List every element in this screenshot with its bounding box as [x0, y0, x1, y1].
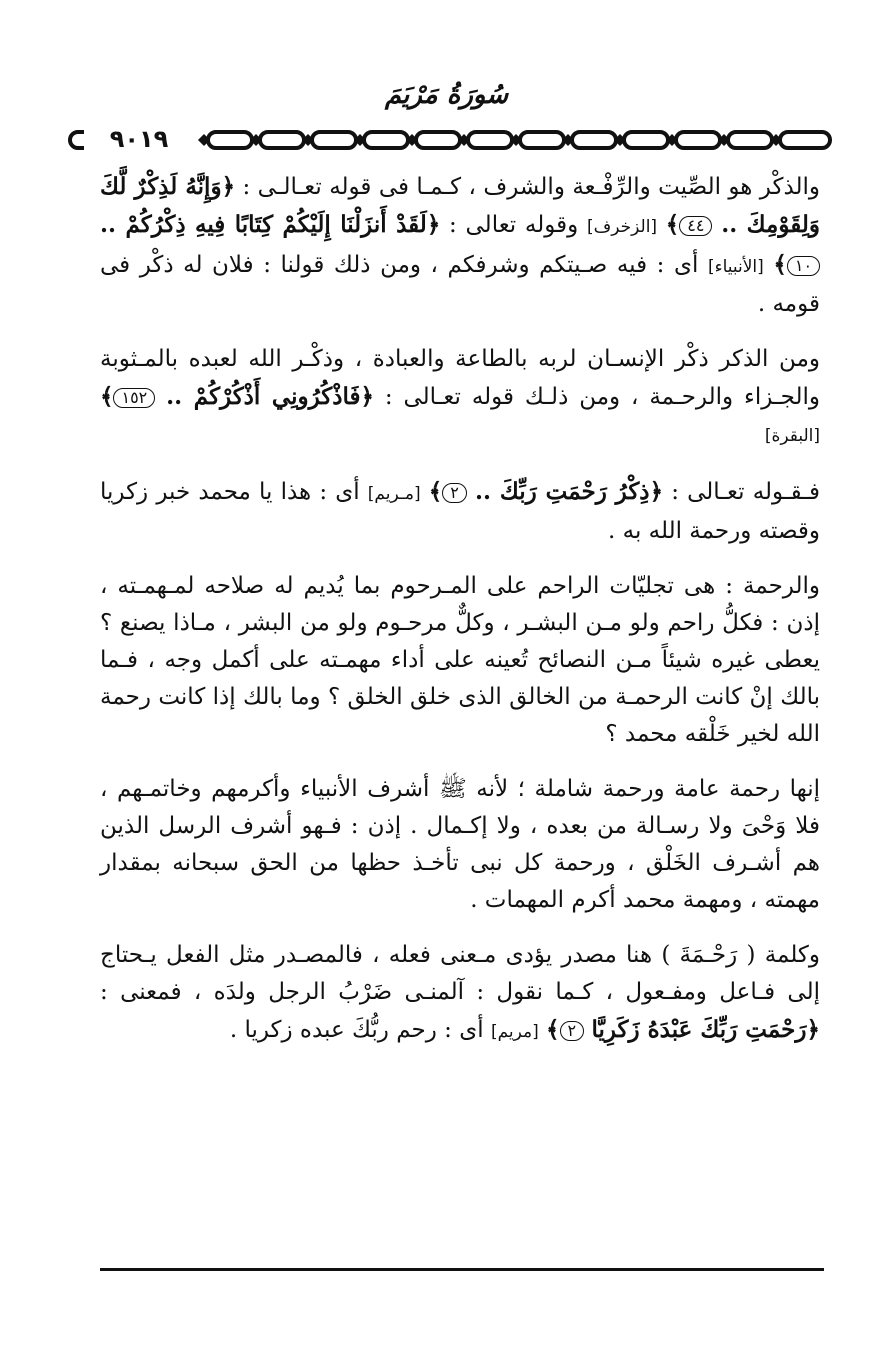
p1-intro: والذكْر هو الصِّيت والرِّفْـعة والشرف ، كـمـا فى قوله تعـالـى : — [242, 174, 821, 200]
bracket-close: ﴾ — [773, 251, 787, 278]
paragraph-5 — [100, 771, 820, 919]
bracket-close: ﴾ — [546, 1016, 560, 1043]
verse-number: ١٥٢ — [113, 388, 155, 408]
bracket-close: ﴾ — [665, 211, 680, 238]
body-text — [100, 168, 820, 1069]
verse-anbiya-10: لَقَدْ أَنزَلْنَا إِلَيْكُمْ كِتَابًا فِيهِ ذِكْرُكُمْ .. — [100, 211, 427, 238]
page-number: ٩٠١٩ — [84, 124, 194, 154]
p1-outro: أى : فيه صـيتكم وشرفكم ، ومن ذلك قولنا : فلان له ذكْر فى قومه . — [100, 252, 820, 317]
surah-ref: [مريم] — [490, 1022, 539, 1042]
verse-number: ٢ — [560, 1021, 585, 1041]
p1-mid: وقوله تعالى : — [449, 212, 579, 238]
p3-outro: أى : هذا يا محمد خبر زكريا وقصته ورحمة الله به . — [100, 479, 820, 544]
bracket-open: ﴿ — [806, 1016, 820, 1043]
bracket-open: ﴿ — [426, 211, 441, 238]
paragraph-2 — [100, 341, 820, 455]
p6-outro: أى : رحم ربُّكَ عبده زكريا . — [229, 1017, 484, 1043]
bracket-close: ﴾ — [100, 383, 114, 410]
surah-ref: [مـريم] — [367, 484, 421, 504]
bracket-close: ﴾ — [428, 478, 443, 505]
surah-ref: [الأنبياء] — [707, 257, 764, 277]
verse-baqara-152: فَاذْكُرُونِي أَذْكُرْكُمْ .. — [166, 383, 361, 410]
p2-text: ومن الذكر ذكْر الإنسـان لربه بالطاعة والعبادة ، وذكْـر الله لعبده بالمـثوبة والجـزاء والرحـمة ، ومن ذلـك قوله تعـالى : — [100, 346, 821, 410]
p5-text: إنها رحمة عامة ورحمة شاملة ؛ لأنه ﷺ أشرف الأنبياء وأكرمهم وخاتمـهم ، فلا وَحْىَ ولا رسـالة من بعده ، ولا إكـمال . إذن : فـهو أشرف الرسل الذين هم أشـرف الخَلْق ، ورحمة كل نبى تأخـذ حظها من الحق سبحانه بمقدار مهمته ، ومهمة محمد أكرم المهمات . — [100, 776, 820, 913]
paragraph-1 — [100, 168, 820, 323]
verse-number: ٤٤ — [679, 216, 712, 236]
paragraph-6 — [100, 937, 820, 1051]
paragraph-4 — [100, 568, 820, 753]
bracket-open: ﴿ — [649, 478, 664, 505]
p6-intro: وكلمة ( رَحْـمَةَ ) هنا مصدر يؤدى مـعنى فعله ، فالمصـدر مثل الفعل يـحتاج إلى فـاعل ومفـعول ، كـما نقول : آلمنـى ضَرْبُ الرجل ولدَه ، فمعنى : — [100, 942, 820, 1005]
verse-number: ٢ — [442, 483, 467, 503]
surah-title: سُورَةُ مَرْيَمَ — [384, 80, 509, 110]
paragraph-3 — [100, 473, 820, 550]
bracket-open: ﴿ — [221, 173, 236, 200]
p3-intro: فـقـوله تعـالى : — [671, 479, 821, 505]
footer-rule — [100, 1268, 824, 1271]
verse-number: ١٠ — [787, 256, 820, 276]
verse-zukhruf-44: وَإِنَّهُ لَذِكْرٌ لَّكَ وَلِقَوْمِكَ .. — [100, 173, 820, 238]
surah-ref: [الزخرف] — [587, 217, 658, 237]
bracket-open: ﴿ — [360, 383, 374, 410]
verse-maryam-2: ذِكْرُ رَحْمَتِ رَبِّكَ .. — [475, 478, 650, 505]
surah-ref: [البقرة] — [764, 426, 820, 446]
verse-maryam-2b: رَحْمَتِ رَبِّكَ عَبْدَهُ زَكَرِيَّا — [591, 1016, 807, 1043]
p4-text: والرحمة : هى تجليّات الراحم على المـرحوم بما يُديم له صلاحه لمـهمـته ، إذن : فكلُّ راحم ولو مـن البشـر ، وكلٌّ مرحـوم ولو من البشر ، مـاذا يصنع ؟ يعطى غيره شيئاً مـن النصائح تُعينه على أداء مهمـته على أكمل وجه ، فـما بالك إنْ كانت الرحمـة من الخالق الذى خلق الخلق ؟ وما بالك إذا كانت رحمة الله لخير خَلْقه محمد ؟ — [100, 573, 820, 747]
